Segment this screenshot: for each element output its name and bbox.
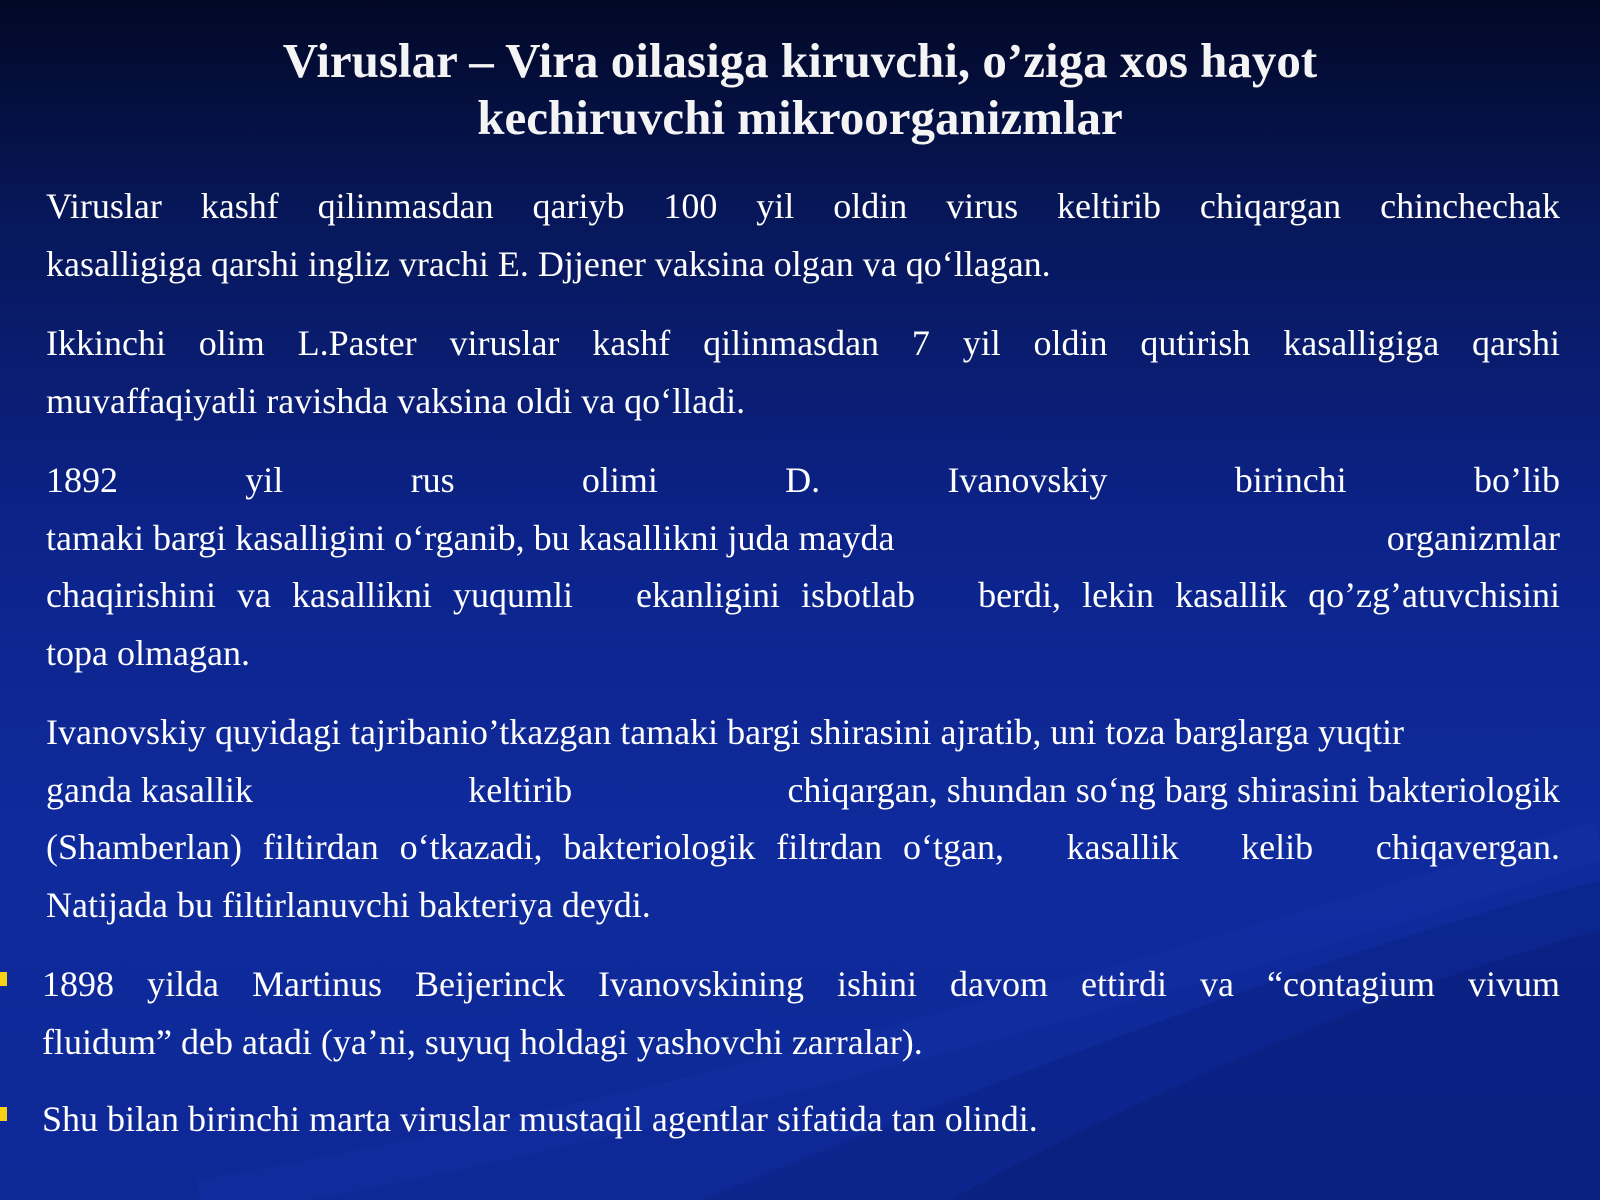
title-line-2: kechiruvchi mikroorganizmlar [477, 90, 1123, 145]
line-segment: chiqargan, shundan so‘ng barg shirasini bakteriologik [787, 769, 1560, 810]
line-segment: ganda kasallik [46, 769, 253, 810]
paragraph-line: Shu bilan birinchi marta viruslar mustaqil agentlar sifatida tan olindi. [42, 1099, 1038, 1139]
paragraph-line [46, 762, 1560, 820]
word: birinchi [1234, 460, 1347, 500]
paragraph-line [46, 510, 1560, 568]
paragraph-line: Natijada bu filtirlanuvchi bakteriya deydi. [46, 884, 651, 925]
word: Ivanovskiy [947, 460, 1108, 500]
bullet-marker [0, 972, 7, 986]
word: D. [785, 460, 821, 500]
bullet-item-conclusion [42, 1091, 1560, 1149]
paragraph-line: Ikkinchi olim L.Paster viruslar kashf qilinmasdan 7 yil oldin qutirish kasalligiga qarshi [46, 323, 1560, 363]
paragraph-line [46, 452, 1560, 510]
paragraph-jenner [46, 178, 1560, 293]
paragraph-line: Ivanovskiy quyidagi tajribanio’tkazgan tamaki bargi shirasini ajratib, uni toza barglarga yuqtir [46, 712, 1404, 752]
bullet-item-beijerinck [42, 956, 1560, 1071]
paragraph-line: 1898 yilda Martinus Beijerinck Ivanovskining ishini davom ettirdi va “contagium vivum [42, 964, 1560, 1004]
line-segment: keltirib [468, 769, 573, 810]
paragraph-line: fluidum” deb atadi (ya’ni, suyuq holdagi yashovchi zarralar). [42, 1021, 923, 1062]
paragraph-experiment [46, 704, 1560, 934]
title-line-1: Viruslar – Vira oilasiga kiruvchi, o’ziga xos hayot [282, 33, 1318, 88]
paragraph-line: topa olmagan. [46, 632, 250, 673]
word: bo’lib [1473, 460, 1560, 500]
paragraph-pasteur [46, 315, 1560, 430]
bullet-marker [0, 1107, 7, 1121]
word: yil [245, 460, 284, 500]
paragraph-line: (Shamberlan) filtirdan o‘tkazadi, bakteriologik filtrdan o‘tgan, kasallik kelib chiqavergan. [46, 827, 1560, 867]
word: 1892 [46, 460, 118, 500]
line-segment: tamaki bargi kasalligini o‘rganib, bu kasallikni juda mayda [46, 517, 895, 558]
paragraph-line: muvaffaqiyatli ravishda vaksina oldi va qo‘lladi. [46, 380, 746, 421]
paragraph-line: chaqirishini va kasallikni yuqumli ekanligini isbotlab berdi, lekin kasallik qo’zg’atuvchisini [46, 575, 1560, 615]
line-segment: organizmlar [1386, 517, 1560, 558]
paragraph-line: Viruslar kashf qilinmasdan qariyb 100 yil oldin virus keltirib chiqargan chinchechak [46, 186, 1560, 226]
word: rus [410, 460, 455, 500]
paragraph-ivanovsky [46, 452, 1560, 682]
word: olimi [581, 460, 658, 500]
paragraph-line: kasalligiga qarshi ingliz vrachi E. Djjener vaksina olgan va qo‘llagan. [46, 243, 1051, 284]
slide-title [100, 32, 1500, 146]
